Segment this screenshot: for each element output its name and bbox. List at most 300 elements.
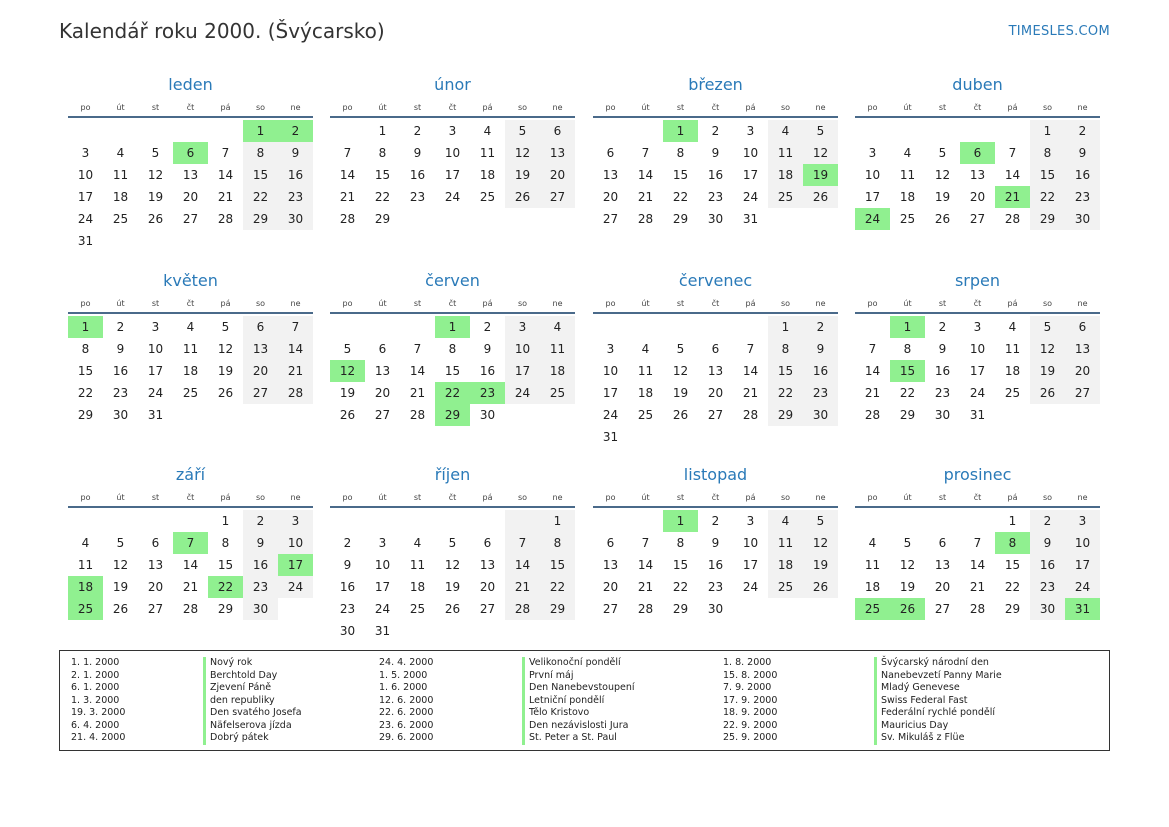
day: 18 [479, 168, 496, 182]
day: 30 [339, 624, 356, 638]
days-grid [330, 510, 575, 642]
day: 11 [768, 142, 803, 164]
weekday-label: út [116, 103, 125, 112]
day: 28 [969, 602, 986, 616]
day: 5 [903, 536, 912, 550]
day: 28 [182, 602, 199, 616]
empty-cell [365, 316, 400, 338]
day: 15 [540, 554, 575, 576]
holiday-date: 2. 1. 2000 [71, 669, 120, 681]
day: 3 [746, 514, 755, 528]
month-4 [855, 74, 1100, 230]
day: 22 [899, 386, 916, 400]
holiday-name: St. Peter a St. Paul [529, 732, 617, 743]
weekday-label: po [605, 299, 616, 308]
day: 13 [182, 168, 199, 182]
day: 10 [444, 146, 461, 160]
empty-cell [208, 230, 243, 252]
day: 2 [243, 510, 278, 532]
day: 6 [606, 536, 615, 550]
day: 29 [768, 404, 803, 426]
day: 12 [505, 142, 540, 164]
empty-cell [400, 208, 435, 230]
day: 19 [672, 386, 689, 400]
empty-cell [768, 426, 803, 448]
weekday-label: po [80, 493, 91, 502]
day: 27 [1065, 382, 1100, 404]
day: 9 [243, 532, 278, 554]
weekday-header [593, 98, 838, 118]
holiday-name: Letniční pondělí [529, 694, 605, 706]
empty-cell [470, 510, 505, 532]
day: 13 [243, 338, 278, 360]
holiday-name: Den Nanebevstoupení [529, 682, 635, 693]
day: 11 [112, 168, 129, 182]
day: 22 [672, 580, 689, 594]
holiday-day: 1 [435, 316, 470, 338]
month-12 [855, 464, 1100, 620]
day: 21 [217, 190, 234, 204]
holiday-day: 18 [68, 576, 103, 598]
empty-cell [803, 598, 838, 620]
day: 9 [1030, 532, 1065, 554]
day: 5 [803, 510, 838, 532]
day: 11 [768, 532, 803, 554]
day: 7 [1008, 146, 1017, 160]
days-grid [855, 510, 1100, 620]
day: 24 [77, 212, 94, 226]
holiday-name: Berchtold Day [210, 669, 278, 681]
day: 8 [378, 146, 387, 160]
empty-cell [698, 426, 733, 448]
day: 29 [217, 602, 234, 616]
empty-cell [663, 316, 698, 338]
day: 18 [182, 364, 199, 378]
day: 21 [278, 360, 313, 382]
day: 19 [112, 580, 129, 594]
day: 26 [147, 212, 164, 226]
empty-cell [890, 510, 925, 532]
day: 29 [1004, 602, 1021, 616]
day: 16 [243, 554, 278, 576]
day: 9 [711, 536, 720, 550]
day: 27 [602, 212, 619, 226]
empty-cell [733, 598, 768, 620]
day: 23 [934, 386, 951, 400]
weekday-label: čt [973, 493, 982, 502]
weekday-header [330, 488, 575, 508]
day: 28 [278, 382, 313, 404]
empty-cell [925, 510, 960, 532]
day: 5 [116, 536, 125, 550]
holiday-name: Mladý Genevese [881, 682, 960, 693]
empty-cell [803, 426, 838, 448]
day: 6 [243, 316, 278, 338]
day: 6 [938, 536, 947, 550]
day: 4 [540, 316, 575, 338]
day: 12 [217, 342, 234, 356]
weekday-label: st [413, 493, 422, 502]
day: 26 [505, 186, 540, 208]
day: 10 [505, 338, 540, 360]
empty-cell [400, 620, 435, 642]
day: 19 [803, 554, 838, 576]
empty-cell [663, 426, 698, 448]
day: 28 [339, 212, 356, 226]
day: 13 [602, 558, 619, 572]
day: 27 [707, 408, 724, 422]
day: 19 [505, 164, 540, 186]
holiday-day: 7 [173, 532, 208, 554]
days-grid [593, 316, 838, 448]
day: 21 [339, 190, 356, 204]
day: 27 [479, 602, 496, 616]
day: 17 [969, 364, 986, 378]
day: 2 [803, 316, 838, 338]
day: 16 [1065, 164, 1100, 186]
weekday-label: pá [220, 493, 231, 502]
day: 21 [409, 386, 426, 400]
day: 31 [147, 408, 164, 422]
day: 26 [803, 576, 838, 598]
day: 10 [77, 168, 94, 182]
day: 2 [1030, 510, 1065, 532]
empty-cell [1065, 404, 1100, 426]
day: 4 [1008, 320, 1017, 334]
day: 20 [479, 580, 496, 594]
day: 17 [742, 558, 759, 572]
weekday-label: st [938, 299, 947, 308]
day: 7 [746, 342, 755, 356]
month-6 [330, 270, 575, 426]
empty-cell [505, 510, 540, 532]
empty-cell [628, 120, 663, 142]
day: 21 [182, 580, 199, 594]
holiday-date: 22. 6. 2000 [379, 707, 434, 718]
holiday-name: Dobrý pátek [210, 732, 269, 743]
days-grid [330, 120, 575, 230]
month-name: listopad [683, 465, 748, 484]
day: 7 [413, 342, 422, 356]
empty-cell [400, 510, 435, 532]
day: 21 [969, 580, 986, 594]
weekday-header [855, 488, 1100, 508]
day: 23 [339, 602, 356, 616]
weekday-label: ne [552, 103, 563, 112]
day: 5 [1030, 316, 1065, 338]
holiday-dates-column [379, 657, 433, 745]
day: 6 [1065, 316, 1100, 338]
day: 14 [742, 364, 759, 378]
weekday-label: po [342, 299, 353, 308]
holiday-dates-column [723, 657, 777, 745]
day: 12 [147, 168, 164, 182]
day: 8 [81, 342, 90, 356]
day: 26 [339, 408, 356, 422]
day: 21 [742, 386, 759, 400]
day: 10 [278, 532, 313, 554]
day: 15 [672, 558, 689, 572]
holiday-name: Federální rychlé pondělí [881, 707, 996, 718]
day: 23 [243, 576, 278, 598]
day: 7 [641, 146, 650, 160]
day: 12 [899, 558, 916, 572]
day: 24 [505, 382, 540, 404]
holiday-day: 15 [890, 360, 925, 382]
day: 27 [147, 602, 164, 616]
empty-cell [768, 208, 803, 230]
day: 2 [711, 124, 720, 138]
weekday-label: po [867, 299, 878, 308]
day: 4 [768, 510, 803, 532]
holiday-date: 1. 5. 2000 [379, 669, 428, 681]
day: 30 [707, 602, 724, 616]
day: 6 [540, 120, 575, 142]
day: 12 [112, 558, 129, 572]
weekday-label: pá [1007, 493, 1018, 502]
day: 19 [339, 386, 356, 400]
weekday-header [68, 98, 313, 118]
day: 16 [707, 558, 724, 572]
day: 30 [278, 208, 313, 230]
days-grid [855, 316, 1100, 426]
day: 5 [803, 120, 838, 142]
empty-cell [628, 426, 663, 448]
weekday-label: út [641, 299, 650, 308]
day: 26 [112, 602, 129, 616]
empty-cell [960, 120, 995, 142]
weekday-label: so [517, 299, 528, 308]
holiday-dates-column [71, 657, 125, 745]
day: 29 [899, 408, 916, 422]
day: 6 [378, 342, 387, 356]
weekday-label: čt [186, 493, 195, 502]
weekday-label: čt [448, 103, 457, 112]
day: 14 [637, 168, 654, 182]
day: 4 [116, 146, 125, 160]
empty-cell [243, 404, 278, 426]
day: 14 [217, 168, 234, 182]
month-name: květen [163, 271, 218, 290]
empty-cell [330, 316, 365, 338]
weekday-label: čt [711, 299, 720, 308]
day: 12 [803, 142, 838, 164]
holiday-name: Sv. Mikuláš z Flüe [881, 732, 965, 743]
day: 18 [112, 190, 129, 204]
day: 4 [868, 536, 877, 550]
weekday-label: st [413, 103, 422, 112]
weekday-label: so [255, 493, 266, 502]
day: 17 [742, 168, 759, 182]
holiday-day: 24 [855, 208, 890, 230]
empty-cell [208, 120, 243, 142]
day: 10 [602, 364, 619, 378]
day: 15 [1004, 558, 1021, 572]
holiday-date: 12. 6. 2000 [379, 694, 434, 706]
empty-cell [278, 598, 313, 620]
weekday-label: po [80, 103, 91, 112]
day: 28 [1004, 212, 1021, 226]
days-grid [330, 316, 575, 426]
weekday-label: so [255, 103, 266, 112]
day: 2 [711, 514, 720, 528]
weekday-header [68, 488, 313, 508]
day: 10 [1065, 532, 1100, 554]
weekday-label: čt [973, 299, 982, 308]
holiday-name: Mauricius Day [881, 719, 949, 731]
empty-cell [768, 598, 803, 620]
holiday-name: Den nezávislosti Jura [529, 719, 629, 731]
day: 4 [186, 320, 195, 334]
weekday-label: st [151, 299, 160, 308]
day: 17 [505, 360, 540, 382]
day: 23 [707, 190, 724, 204]
day: 3 [448, 124, 457, 138]
day: 29 [672, 602, 689, 616]
holiday-name: Nanebevzetí Panny Marie [881, 669, 1002, 681]
day: 29 [672, 212, 689, 226]
day: 24 [444, 190, 461, 204]
weekday-label: út [641, 103, 650, 112]
holiday-day: 21 [995, 186, 1030, 208]
day: 23 [1065, 186, 1100, 208]
day: 23 [1030, 576, 1065, 598]
day: 3 [606, 342, 615, 356]
holiday-name: Näfelserova jízda [210, 719, 292, 731]
day: 5 [505, 120, 540, 142]
day: 26 [934, 212, 951, 226]
day: 22 [768, 382, 803, 404]
empty-cell [243, 230, 278, 252]
day: 30 [934, 408, 951, 422]
day: 23 [278, 186, 313, 208]
month-name: červenec [678, 271, 753, 290]
day: 13 [602, 168, 619, 182]
month-1 [68, 74, 313, 252]
day: 22 [77, 386, 94, 400]
day: 28 [409, 408, 426, 422]
day: 3 [1065, 510, 1100, 532]
day: 29 [77, 408, 94, 422]
weekday-header [855, 294, 1100, 314]
empty-cell [505, 620, 540, 642]
day: 11 [479, 146, 496, 160]
day: 15 [1030, 164, 1065, 186]
day: 27 [540, 186, 575, 208]
empty-cell [365, 510, 400, 532]
day: 14 [637, 558, 654, 572]
weekday-label: pá [482, 493, 493, 502]
weekday-label: ne [815, 299, 826, 308]
empty-cell [698, 316, 733, 338]
weekday-label: st [676, 103, 685, 112]
holiday-name: Švýcarský národní den [881, 657, 989, 668]
month-5 [68, 270, 313, 426]
weekday-label: út [378, 493, 387, 502]
empty-cell [540, 620, 575, 642]
day: 14 [409, 364, 426, 378]
weekday-label: so [780, 299, 791, 308]
site-link[interactable]: TIMESLES.COM [1008, 24, 1110, 39]
days-grid [68, 316, 313, 426]
empty-cell [855, 316, 890, 338]
day: 8 [768, 338, 803, 360]
day: 14 [505, 554, 540, 576]
empty-cell [1030, 404, 1065, 426]
holiday-date: 18. 9. 2000 [723, 707, 778, 718]
day: 7 [505, 532, 540, 554]
day: 8 [903, 342, 912, 356]
empty-cell [103, 230, 138, 252]
month-11 [593, 464, 838, 620]
day: 17 [602, 386, 619, 400]
day: 30 [112, 408, 129, 422]
weekday-label: ne [1077, 103, 1088, 112]
holiday-date: 22. 9. 2000 [723, 719, 778, 731]
day: 23 [112, 386, 129, 400]
holiday-day: 8 [995, 532, 1030, 554]
day: 16 [803, 360, 838, 382]
day: 14 [1004, 168, 1021, 182]
holiday-names-column [874, 657, 1002, 745]
weekday-label: st [938, 103, 947, 112]
day: 11 [409, 558, 426, 572]
weekday-label: čt [186, 103, 195, 112]
day: 5 [343, 342, 352, 356]
weekday-label: ne [552, 493, 563, 502]
empty-cell [593, 316, 628, 338]
empty-cell [803, 208, 838, 230]
weekday-label: po [605, 103, 616, 112]
holiday-day: 6 [173, 142, 208, 164]
holiday-legend [59, 650, 1110, 751]
day: 24 [602, 408, 619, 422]
day: 20 [540, 164, 575, 186]
day: 22 [243, 186, 278, 208]
weekday-label: so [1042, 103, 1053, 112]
day: 20 [602, 580, 619, 594]
days-grid [68, 120, 313, 252]
day: 31 [374, 624, 391, 638]
empty-cell [208, 404, 243, 426]
day: 27 [969, 212, 986, 226]
empty-cell [628, 510, 663, 532]
day: 24 [742, 580, 759, 594]
day: 7 [278, 316, 313, 338]
day: 10 [147, 342, 164, 356]
day: 19 [217, 364, 234, 378]
day: 31 [969, 408, 986, 422]
empty-cell [995, 404, 1030, 426]
day: 12 [672, 364, 689, 378]
holiday-names-column [203, 657, 302, 745]
day: 1 [221, 514, 230, 528]
day: 13 [969, 168, 986, 182]
day: 8 [243, 142, 278, 164]
day: 30 [243, 598, 278, 620]
month-name: červen [425, 271, 480, 290]
day: 13 [374, 364, 391, 378]
holiday-day: 17 [278, 554, 313, 576]
day: 25 [479, 190, 496, 204]
day: 3 [868, 146, 877, 160]
day: 11 [637, 364, 654, 378]
holiday-date: 21. 4. 2000 [71, 732, 126, 743]
day: 18 [864, 580, 881, 594]
days-grid [593, 120, 838, 230]
weekday-label: út [116, 299, 125, 308]
day: 9 [116, 342, 125, 356]
